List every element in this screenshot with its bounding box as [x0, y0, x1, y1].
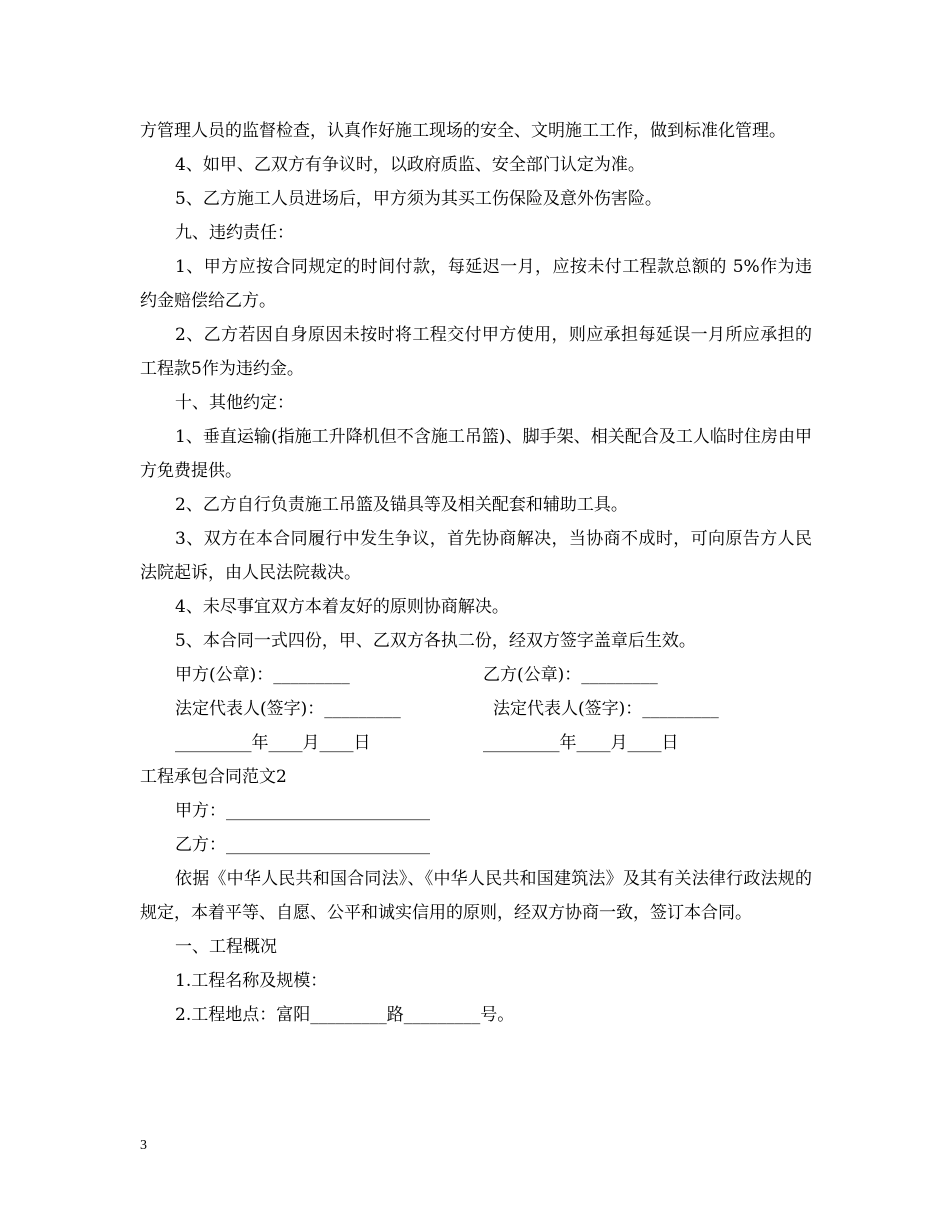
- document-body: [140, 114, 812, 1032]
- signature-row-date: [140, 726, 812, 760]
- section-heading-breach: 九、违约责任：: [175, 223, 294, 243]
- template-2-item-project-location: 2.工程地点：富阳_________路_________号。: [175, 1005, 515, 1025]
- paragraph-other-item-1: 1、垂直运输(指施工升降机但不含施工吊篮)、脚手架、相关配合及工人临时住房由甲方免费提供。: [140, 427, 812, 481]
- paragraph-other-item-5: 5、本合同一式四份，甲、乙双方各执二份，经双方签字盖章后生效。: [175, 631, 696, 651]
- party-b-seal-field: 乙方(公章)：_________: [483, 665, 658, 685]
- template-2-party-a-field: 甲方：________________________: [175, 801, 430, 821]
- template-2-section-overview: 一、工程概况: [175, 937, 277, 957]
- paragraph-other-item-4: 4、未尽事宜双方本着友好的原则协商解决。: [175, 597, 509, 617]
- party-a-date-field: _________年____月____日: [175, 733, 371, 753]
- paragraph-other-item-2: 2、乙方自行负责施工吊篮及锚具等及相关配套和辅助工具。: [175, 495, 628, 515]
- paragraph-item-4-dispute: 4、如甲、乙双方有争议时，以政府质监、安全部门认定为准。: [175, 155, 645, 175]
- party-b-date-field: _________年____月____日: [483, 733, 679, 753]
- paragraph-breach-item-2: 2、乙方若因自身原因未按时将工程交付甲方使用，则应承担每延误一月所应承担的工程款5作为违约金。: [140, 325, 812, 379]
- section-heading-other: 十、其他约定：: [175, 393, 294, 413]
- party-a-representative-field: 法定代表人(签字)：_________: [175, 699, 401, 719]
- template-2-title: 工程承包合同范文2: [140, 767, 287, 787]
- paragraph-continuation: 方管理人员的监督检查，认真作好施工现场的安全、文明施工工作，做到标准化管理。: [140, 121, 786, 141]
- template-2-intro: 依据《中华人民共和国合同法》、《中华人民共和国建筑法》及其有关法律行政法规的规定，本着平等、自愿、公平和诚实信用的原则，经双方协商一致，签订本合同。: [140, 869, 812, 923]
- paragraph-breach-item-1: 1、甲方应按合同规定的时间付款，每延迟一月，应按未付工程款总额的 5%作为违约金赔偿给乙方。: [140, 257, 812, 311]
- signature-row-representative: [140, 692, 812, 726]
- paragraph-item-5-insurance: 5、乙方施工人员进场后，甲方须为其买工伤保险及意外伤害险。: [175, 189, 662, 209]
- paragraph-other-item-3: 3、双方在本合同履行中发生争议，首先协商解决，当协商不成时，可向原告方人民法院起诉，由人民法院裁决。: [140, 529, 812, 583]
- template-2-item-project-name: 1.工程名称及规模：: [175, 971, 328, 991]
- party-b-representative-field: 法定代表人(签字)：_________: [493, 699, 719, 719]
- page-number: 3: [140, 1138, 147, 1153]
- party-a-seal-field: 甲方(公章)：_________: [175, 665, 350, 685]
- template-2-party-b-field: 乙方：________________________: [175, 835, 430, 855]
- signature-row-seal: [140, 658, 812, 692]
